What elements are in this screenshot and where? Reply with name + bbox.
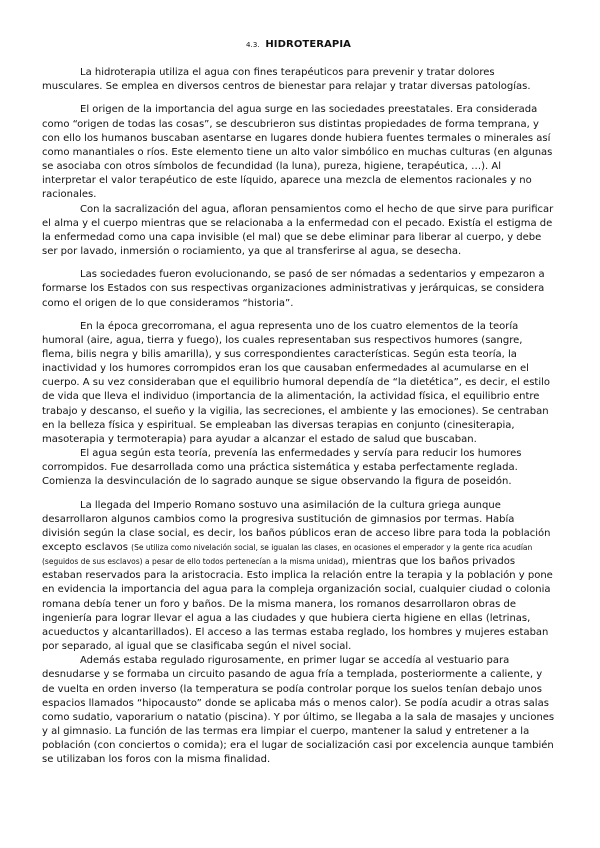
- paragraph-societies: Las sociedades fueron evolucionando, se pasó de ser nómadas a sedentarios y empezaron a formarse los Estados con sus respectivas organizaciones administrativas y jerárquicas, se considera como el origen de lo que consideramos “historia”.: [42, 269, 545, 309]
- paragraph-roman-empire: [42, 499, 555, 655]
- document-page: [42, 38, 555, 768]
- paragraph-origin: El origen de la importancia del agua surge en las sociedades preestatales. Era considerada como “origen de todas las cosas”, se descubrieron sus distintas propiedades de forma temprana, y con ello los humanos buscaban asentarse en lugares donde hubiera fuentes termales o minerales así como manantiales o ríos. Este elemento tiene un alto valor simbólico en muchas culturas (en algunas se asociaba con otros símbolos de fecundidad (la luna), pureza, higiene, terapéutica, …). Al interpretar el valor terapéutico de este líquido, aparece una mezcla de elementos racionales y no racionales.: [42, 104, 553, 201]
- paragraph-baths-regulation: Además estaba regulado rigurosamente, en primer lugar se accedía al vestuario para desnudarse y se formaba un circuito pasando de agua fría a templada, posteriormente a caliente, y de vuelta en orden inverso (la temperatura se podía controlar porque los suelos tenían debajo unos espacios llamados “hipocausto” donde se aplicaba más o menos calor). Se podía acudir a otras salas como sudatio, vaporarium o natatio (piscina). Y por último, se llegaba a la sala de masajes y unciones y al gimnasio. La función de las termas era limpiar el cuerpo, mantener la salud y entretener a la población (con conciertos o comida); era el lugar de socialización casi por excelencia aunque también se utilizaban los foros con la misma finalidad.: [42, 655, 555, 766]
- paragraph-grecorroman: En la época grecorromana, el agua representa uno de los cuatro elementos de la teoría humoral (aire, agua, tierra y fuego), los cuales representaban sus respectivos humores (sangre, flema, bilis negra y bilis amarilla), y sus correspondientes características. Según esta teoría, la inactividad y los humores corrompidos eran los que causaban enfermedades al acumularse en el cuerpo. A su vez consideraban que el equilibrio humoral dependía de “la dietética”, es decir, el estilo de vida que lleva el individuo (importancia de la alimentación, la actividad física, el equilibrio entre trabajo y descanso, el sueño y la vigilia, las secreciones, el ambiente y las emociones). Se centraban en la belleza física y espiritual. Se empleaban las diversas terapias en conjunto (cinesiterapia, masoterapia y termoterapia) para ayudar a alcanzar el estado de salud que buscaban.: [42, 320, 551, 445]
- roman-text-part2: , mientras que los baños privados estaban reservados para la aristocracia. Esto implica la relación entre la terapia y la población y pone en evidencia la importancia del agua para la compleja organización social, cualquier ciudad o colonia romana debía tener un foro y baños. De la misma manera, los romanos desarrollaron obras de ingeniería para lograr llevar el agua a las ciudades y que hubiera cierta higiene en ellas (letrinas, acueductos y alcantarillados). El acceso a las termas estaba reglado, los hombres y mujeres estaban por separado, al igual que se clasificaba según el nivel social.: [42, 556, 553, 653]
- section-title: HIDROTERAPIA: [265, 39, 352, 50]
- section-heading: [42, 38, 555, 52]
- roman-text-part1: La llegada del Imperio Romano sostuvo una asimilación de la cultura griega aunque desarrollaron algunos cambios como la progresiva sustitución de gimnasios por termas. Había división según la clase social, es decir, los baños públicos eran de acceso libre para toda la población excepto esclavos: [42, 499, 551, 553]
- paragraph-water-theory: El agua según esta teoría, prevenía las enfermedades y servía para reducir los humores corrompidos. Fue desarrollada como una práctica sistemática y estaba perfectamente reglada. Comienza la desvinculación de lo sagrado aunque se sigue observando la figura de poseidón.: [42, 448, 522, 488]
- paragraph-sacralization: Con la sacralización del agua, afloran pensamientos como el hecho de que sirve para purificar el alma y el cuerpo mientras que se relacionaba a la enfermedad con el pecado. Existía el estigma de la enfermedad como una capa invisible (el mal) que se debe eliminar para liberar al cuerpo, y debe ser por lavado, inmersión o rociamiento, ya que al transferirse al agua, se desecha.: [42, 203, 554, 258]
- paragraph-intro: La hidroterapia utiliza el agua con fines terapéuticos para prevenir y tratar dolores musculares. Se emplea en diversos centros de bienestar para relajar y tratar diversas patologías.: [42, 67, 531, 93]
- section-number: 4.3.: [245, 41, 260, 49]
- roman-note: (Se utiliza como nivelación social, se igualan las clases, en ocasiones el emperador y la gente rica acudían (seguidos de sus esclavos) a pesar de ello todos pertenecían a la misma unidad): [42, 543, 533, 567]
